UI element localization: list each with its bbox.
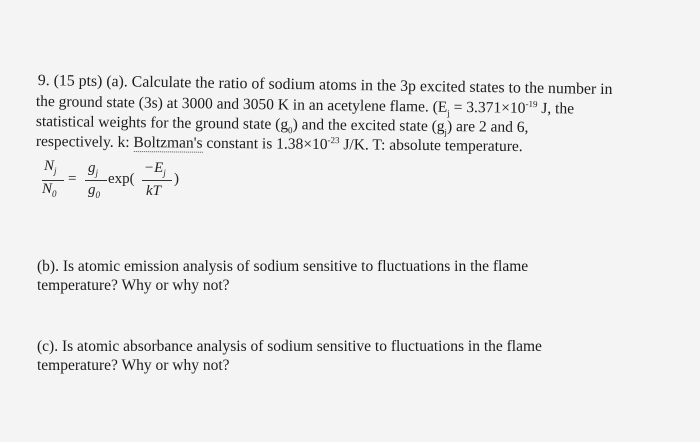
question-b-line-2: temperature? Why or why not? [37, 277, 230, 294]
question-c [37, 337, 542, 375]
question-a-text-3b: ) and the excited state (g [292, 116, 445, 135]
energy-exponent: -19 [525, 98, 538, 110]
boltzmann-word: Boltzman's [133, 134, 203, 152]
question-a-text-3c: ) are 2 and 6, [446, 118, 529, 137]
energy-subscript: j [447, 107, 450, 118]
question-a-text-2: the ground state (3s) at 3000 and 3050 K in an acetylene flame. (E [35, 93, 448, 116]
question-b [37, 257, 528, 295]
formula-equals: = [68, 171, 77, 187]
energy-unit: J, the [537, 100, 575, 118]
formula-g0: $g_0$ [88, 182, 100, 200]
formula-ej: $-E_j$ [144, 160, 166, 178]
question-c-line-2: temperature? Why or why not? [37, 357, 230, 374]
formula-n0: $N_0$ [42, 181, 57, 199]
boltzmann-constant: constant is 1.38×10 [202, 134, 328, 154]
question-c-line-1: (c). Is atomic absorbance analysis of sodium sensitive to fluctuations in the flame [37, 338, 542, 355]
formula-frac-line-2 [85, 180, 107, 181]
question-a-text-3: statistical weights for the ground state (g [35, 113, 289, 134]
boltzmann-exponent: -23 [327, 135, 340, 146]
formula-frac-line-3 [142, 180, 172, 181]
question-a-text-4c: J/K. T: absolute temperature. [339, 136, 523, 156]
formula-close-paren: ) [174, 171, 179, 187]
gj-subscript: j [444, 127, 448, 138]
formula-exp: exp( [108, 171, 135, 187]
formula-kt: kT [146, 183, 161, 199]
formula-nj: $N_j$ [44, 158, 57, 176]
question-a-text-4a: respectively. k: [35, 133, 134, 152]
g0-subscript: 0 [287, 125, 293, 136]
energy-value: = 3.371×10 [449, 98, 526, 117]
question-b-line-1: (b). Is atomic emission analysis of sodium sensitive to fluctuations in the flame [37, 258, 529, 275]
question-a-text-1: 9. (15 pts) (a). Calculate the ratio of sodium atoms in the 3p excited states to the number in [37, 72, 613, 99]
formula-gj: $g_j$ [88, 160, 99, 178]
question-a-line-4 [36, 133, 523, 156]
